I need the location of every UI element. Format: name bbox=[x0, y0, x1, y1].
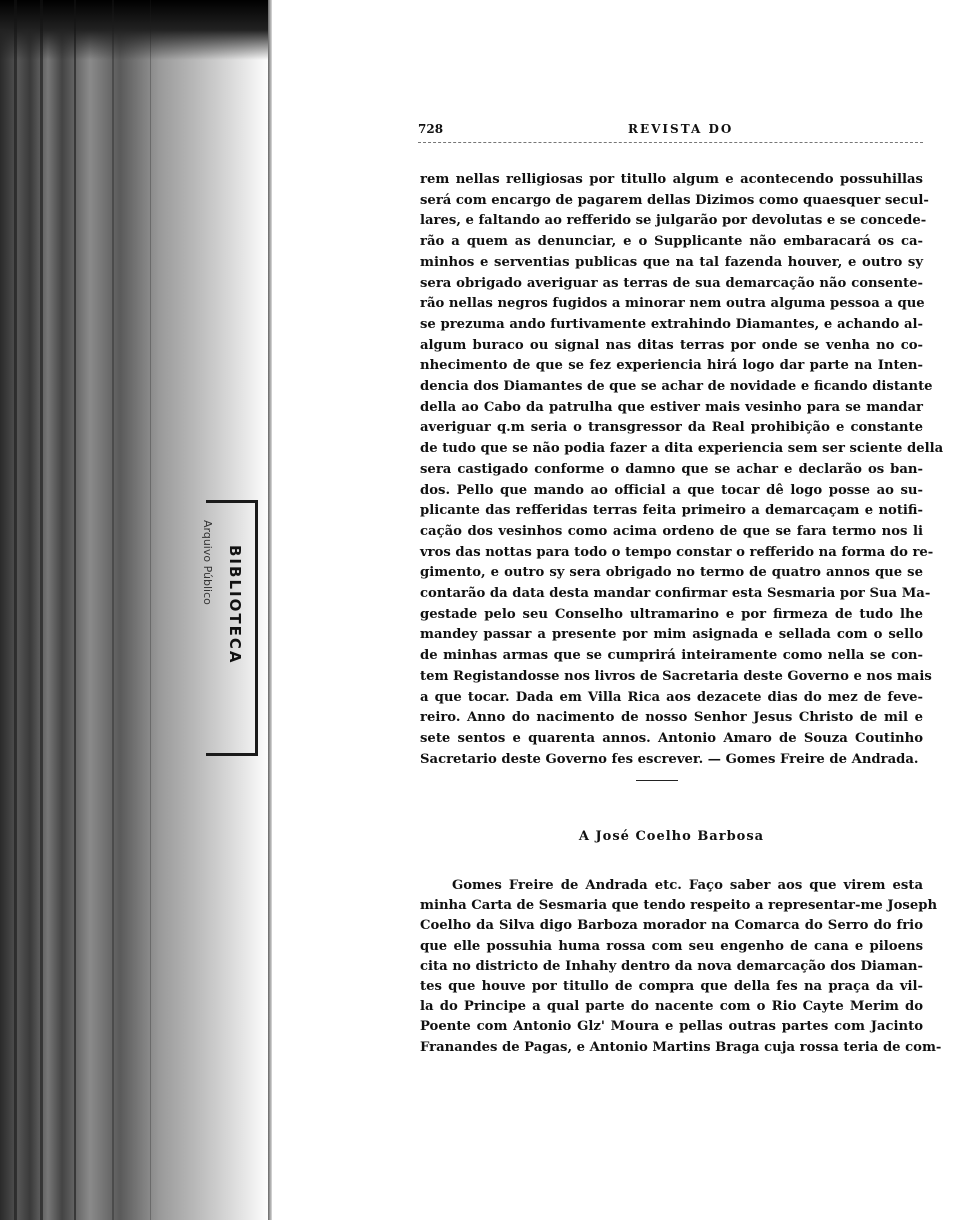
text-line: cita no districto de Inhahy dentro da nova demarcação dos Diaman- bbox=[420, 958, 923, 974]
text-line: minhos e serventias publicas que na tal fazenda houver, e outro sy bbox=[420, 254, 923, 270]
gutter-streak bbox=[150, 0, 151, 1220]
section-separator bbox=[636, 780, 678, 781]
text-line: minha Carta de Sesmaria que tendo respeito a representar-me Joseph bbox=[420, 898, 938, 914]
text-line: plicante das refferidas terras feita primeiro a demarcaçam e notifi- bbox=[420, 503, 923, 519]
text-line: vros das nottas para todo o tempo constar o refferido na forma do re- bbox=[420, 544, 934, 560]
text-line: Franandes de Pagas, e Antonio Martins Braga cuja rossa teria de com- bbox=[420, 1039, 942, 1055]
gutter-streak bbox=[14, 0, 17, 1220]
text-line: sete sentos e quarenta annos. Antonio Amaro de Souza Coutinho bbox=[420, 730, 923, 746]
text-line: que elle possuhia huma rossa com seu engenho de cana e piloens bbox=[420, 938, 923, 954]
library-stamp-title: BIBLIOTECA bbox=[226, 545, 244, 665]
text-line: sera castigado conforme o damno que se achar e declarão os ban- bbox=[420, 461, 923, 477]
text-line: será com encargo de pagarem dellas Dizimos como quaesquer secul- bbox=[420, 192, 929, 208]
text-line: rem nellas relligiosas por titullo algum e acontecendo possuhillas bbox=[420, 172, 923, 187]
text-line: averiguar q.m seria o transgressor da Real prohibição e constante bbox=[420, 420, 923, 436]
text-line: dos. Pello que mando ao official a que tocar dê logo posse ao su- bbox=[420, 482, 923, 498]
text-line: tem Registandosse nos livros de Sacretaria deste Governo e nos mais bbox=[420, 668, 932, 684]
text-line: de tudo que se não podia fazer a dita experiencia sem ser sciente della bbox=[420, 441, 944, 457]
text-line: contarão da data desta mandar confirmar esta Sesmaria por Sua Ma- bbox=[420, 586, 931, 601]
text-line: rão nellas negros fugidos a minorar nem outra alguma pessoa a que bbox=[420, 296, 925, 312]
gutter-streak bbox=[40, 0, 43, 1220]
page-edge bbox=[268, 0, 272, 1220]
library-stamp-subtitle: Arquivo Público bbox=[201, 520, 214, 605]
text-line: Poente com Antonio Glz' Moura e pellas outras partes com Jacinto bbox=[420, 1019, 923, 1035]
page-number: 728 bbox=[418, 122, 444, 136]
text-line: cação dos vesinhos como acima ordeno de que se fara termo nos li bbox=[420, 523, 923, 539]
text-line: lares, e faltando ao refferido se julgarão por devolutas e se concede- bbox=[420, 213, 927, 229]
section-title: A José Coelho Barbosa bbox=[578, 829, 765, 844]
text-line: Sacretario deste Governo fes escrever. — Gomes Freire de Andrada. bbox=[420, 751, 919, 767]
text-line: se prezuma ando furtivamente extrahindo Diamantes, e achando al- bbox=[420, 316, 923, 332]
gutter-streak bbox=[112, 0, 114, 1220]
text-line: sera obrigado averiguar as terras de sua demarcação não consente- bbox=[420, 275, 923, 291]
text-line: algum buraco ou signal nas ditas terras por onde se venha no co- bbox=[420, 337, 923, 353]
text-line: Gomes Freire de Andrada etc. Faço saber aos que virem esta bbox=[452, 878, 923, 893]
text-line: Coelho da Silva digo Barboza morador na Comarca do Serro do frio bbox=[420, 918, 923, 934]
text-line: mandey passar a presente por mim asignada e sellada com o sello bbox=[420, 627, 923, 643]
text-line: la do Principe a qual parte do nacente com o Rio Cayte Merim do bbox=[420, 999, 923, 1015]
running-head: REVISTA DO bbox=[628, 122, 734, 136]
page-header bbox=[418, 122, 923, 143]
text-line: rão a quem as denunciar, e o Supplicante não embaracará os ca- bbox=[420, 234, 923, 250]
text-line: a que tocar. Dada em Villa Rica aos dezacete dias do mez de feve- bbox=[420, 689, 923, 705]
text-line: reiro. Anno do nacimento de nosso Senhor Jesus Christo de mil e bbox=[420, 710, 923, 726]
text-line: dencia dos Diamantes de que se achar de novidade e ficando distante bbox=[420, 379, 933, 394]
text-line: nhecimento de que se fez experiencia hirá logo dar parte na Inten- bbox=[420, 358, 923, 374]
text-line: gestade pelo seu Conselho ultramarino e por firmeza de tudo lhe bbox=[420, 606, 923, 622]
text-line: gimento, e outro sy sera obrigado no termo de quatro annos que se bbox=[420, 565, 923, 581]
text-line: de minhas armas que se cumprirá inteiramente como nella se con- bbox=[420, 648, 923, 664]
text-line: della ao Cabo da patrulha que estiver mais vesinho para se mandar bbox=[420, 399, 923, 415]
text-line: tes que houve por titullo de compra que della fes na praça da vil- bbox=[420, 979, 923, 994]
gutter-streak bbox=[74, 0, 76, 1220]
